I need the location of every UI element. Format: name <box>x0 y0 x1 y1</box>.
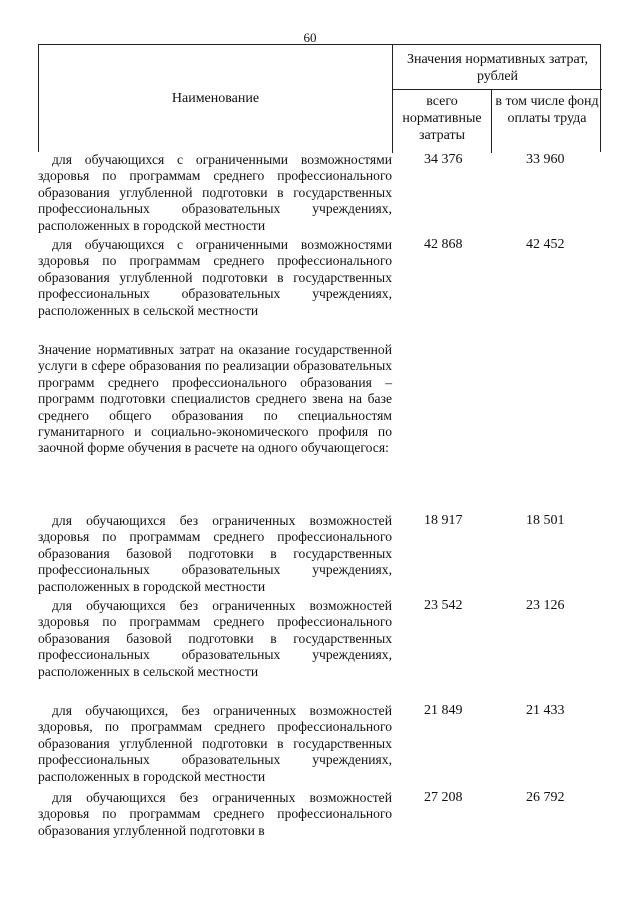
header-fot-column: в том числе фонд оплаты труда <box>495 94 599 126</box>
row-fot-value: 33 960 <box>526 152 565 167</box>
row-total-value: 34 376 <box>424 152 463 167</box>
row-description: для обучающихся с ограниченными возможностями здоровья по программам среднего профессионального образования углубленной подготовки в государственных профессиональных образовательных учреждениях, расположенных в сельской местности <box>38 237 392 318</box>
row-total-value: 42 868 <box>424 237 463 252</box>
row-fot-value: 42 452 <box>526 237 565 252</box>
row-total-value: 27 208 <box>424 790 463 805</box>
header-total-column: всего нормативные затраты <box>393 90 492 153</box>
table-header <box>38 44 601 152</box>
row-total-value: 18 917 <box>424 513 463 528</box>
row-description: для обучающихся без ограниченных возможностей здоровья по программам среднего профессионального образования углубленной подготовки в <box>38 790 392 838</box>
row-fot-value: 21 433 <box>526 703 565 718</box>
row-description: для обучающихся без ограниченных возможностей здоровья по программам среднего профессионального образования базовой подготовки в государственных профессиональных образовательных учреждениях, расположенных в сельской местности <box>38 598 392 679</box>
row-fot-value: 23 126 <box>526 598 565 613</box>
header-values-column: Значения нормативных затрат, рублей <box>393 45 602 90</box>
row-description: для обучающихся с ограниченными возможностями здоровья по программам среднего профессионального образования углубленной подготовки в государственных профессиональных образовательных учреждениях, расположенных в городской местности <box>38 152 392 233</box>
row-description: для обучающихся, без ограниченных возможностей здоровья, по программам среднего профессионального образования углубленной подготовки в государственных профессиональных образовательных учреждениях, расположенных в городской местности <box>38 703 392 784</box>
row-description: для обучающихся без ограниченных возможностей здоровья по программам среднего профессионального образования базовой подготовки в государственных профессиональных образовательных учреждениях, расположенных в городской местности <box>38 513 392 594</box>
header-name-column: Наименование <box>39 45 393 153</box>
page-number: 60 <box>303 30 317 45</box>
row-fot-value: 26 792 <box>526 790 565 805</box>
row-fot-value: 18 501 <box>526 513 565 528</box>
row-total-value: 23 542 <box>424 598 463 613</box>
row-total-value: 21 849 <box>424 703 463 718</box>
section-heading: Значение нормативных затрат на оказание государственной услуги в сфере образования по реализации образовательных программ среднего профессионального образования – программ подготовки специалистов среднего звена на базе среднего общего образования по специальностям гуманитарного и социально-экономического профиля по заочной форме обучения в расчете на одного обучающегося: <box>38 342 392 456</box>
